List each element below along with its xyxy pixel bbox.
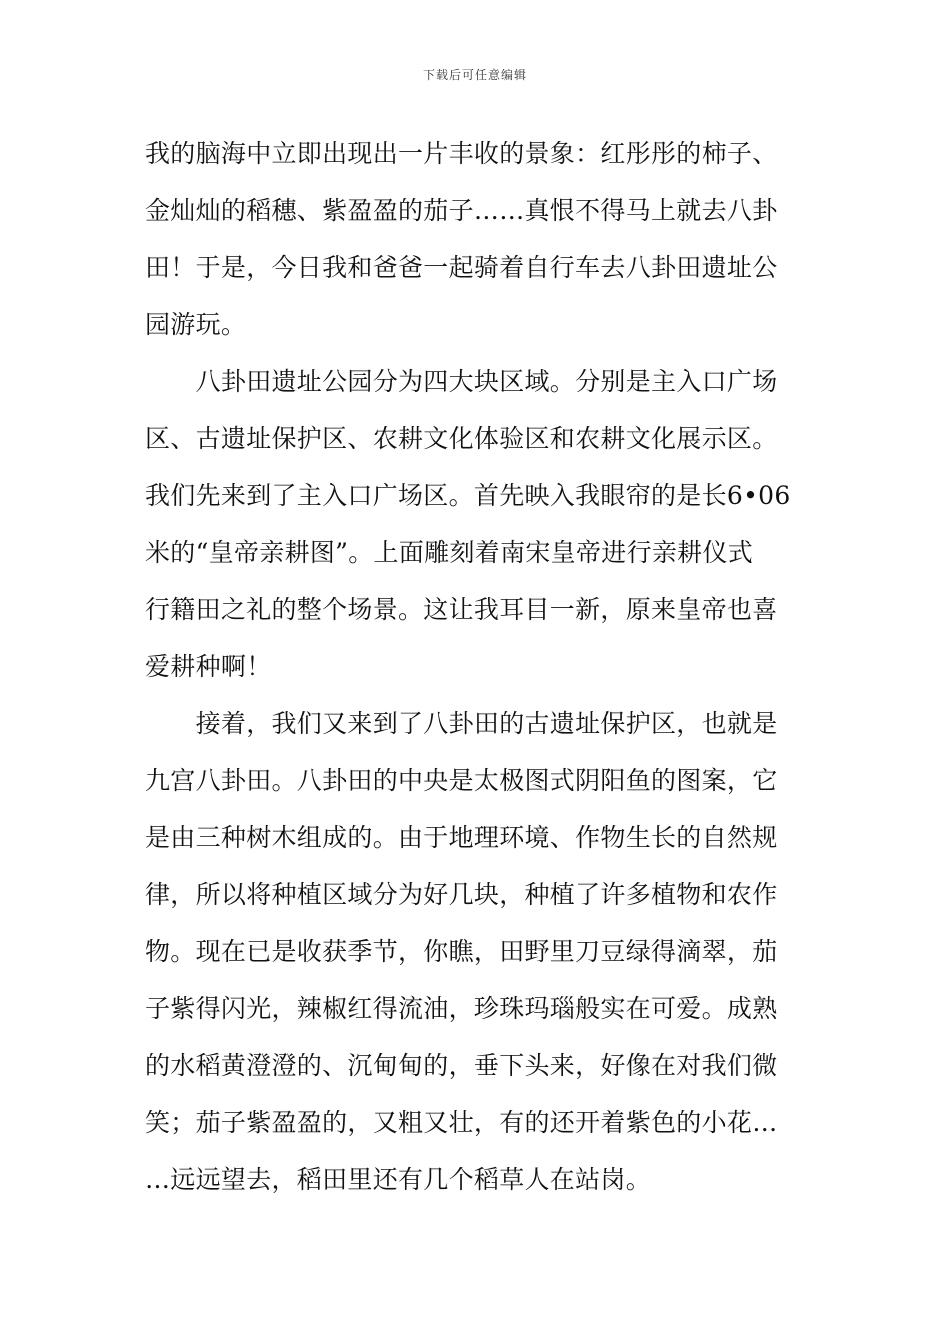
text-line: 笑；茄子紫盈盈的，又粗又壮，有的还开着紫色的小花… bbox=[145, 1108, 778, 1137]
text-line: 米的“皇帝亲耕图”。上面雕刻着南宋皇帝进行亲耕仪式 bbox=[145, 538, 754, 567]
page-header: 下载后可任意编辑 bbox=[422, 68, 527, 82]
text-line: 我们先来到了主入口广场区。首先映入我眼帘的是长6•06 bbox=[145, 481, 791, 510]
text-line: 子紫得闪光，辣椒红得流油，珍珠玛瑙般实在可爱。成熟 bbox=[145, 994, 778, 1023]
text-line: 是由三种树木组成的。由于地理环境、作物生长的自然规 bbox=[145, 823, 778, 852]
text-line: 田！于是，今日我和爸爸一起骑着自行车去八卦田遗址公 bbox=[145, 253, 778, 282]
text-line: 的水稻黄澄澄的、沉甸甸的，垂下头来，好像在对我们微 bbox=[145, 1051, 778, 1080]
text-line: 物。现在已是收获季节，你瞧，田野里刀豆绿得滴翠，茄 bbox=[145, 937, 778, 966]
text-line: 爱耕种啊！ bbox=[145, 652, 272, 681]
text-line: 金灿灿的稻穗、紫盈盈的茄子……真恨不得马上就去八卦 bbox=[145, 196, 778, 225]
text-line: 九宫八卦田。八卦田的中央是太极图式阴阳鱼的图案，它 bbox=[145, 766, 778, 795]
text-line: 我的脑海中立即出现出一片丰收的景象：红彤彤的柿子、 bbox=[145, 139, 778, 168]
text-line: 园游玩。 bbox=[145, 310, 247, 339]
text-line: 行籍田之礼的整个场景。这让我耳目一新，原来皇帝也喜 bbox=[145, 595, 778, 624]
text-line: 接着，我们又来到了八卦田的古遗址保护区，也就是 bbox=[145, 709, 778, 738]
text-line: …远远望去，稻田里还有几个稻草人在站岗。 bbox=[145, 1165, 652, 1194]
document-body bbox=[145, 125, 813, 1208]
text-line: 区、古遗址保护区、农耕文化体验区和农耕文化展示区。 bbox=[145, 424, 778, 453]
text-line: 律，所以将种植区域分为好几块，种植了许多植物和农作 bbox=[145, 880, 778, 909]
text-line: 八卦田遗址公园分为四大块区域。分别是主入口广场 bbox=[145, 367, 778, 396]
